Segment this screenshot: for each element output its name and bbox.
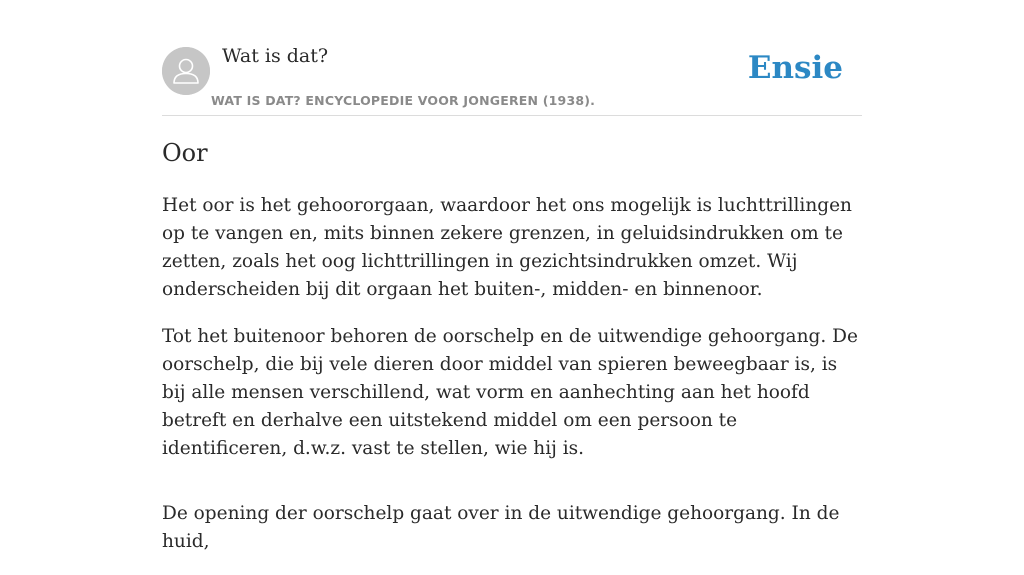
user-icon-graphic [162,47,210,95]
article-body [162,192,862,575]
article-paragraph: De opening der oorschelp gaat over in de uitwendige gehoorgang. In de huid, [162,503,840,552]
source-title[interactable]: Wat is dat? [222,45,329,67]
source-header [162,0,862,116]
article-paragraph: Het oor is het gehoororgaan, waardoor het ons mogelijk is luchttrillingen op te vangen en, mits binnen zekere grenzen, in geluidsindrukken om te zetten, zoals het oog lichttrillingen in gezichtsindrukken omzet. Wij onderscheiden bij dit orgaan het buiten-, midden- en binnenoor. [162,195,852,300]
ensie-logo[interactable]: Ensie [747,50,843,86]
user-icon[interactable] [162,47,210,95]
page [162,0,862,552]
source-subtitle: WAT IS DAT? ENCYCLOPEDIE VOOR JONGEREN (1938). [211,93,596,108]
article-title: Oor [162,139,208,167]
article-paragraph: Tot het buitenoor behoren de oorschelp en de uitwendige gehoorgang. De oorschelp, die bij vele dieren door middel van spieren beweegbaar is, is bij alle mensen verschillend, wat vorm en aanhechting aan het hoofd betreft en derhalve een uitstekend middel om een persoon te identificeren, d.w.z. vast te stellen, wie hij is. [162,326,858,459]
